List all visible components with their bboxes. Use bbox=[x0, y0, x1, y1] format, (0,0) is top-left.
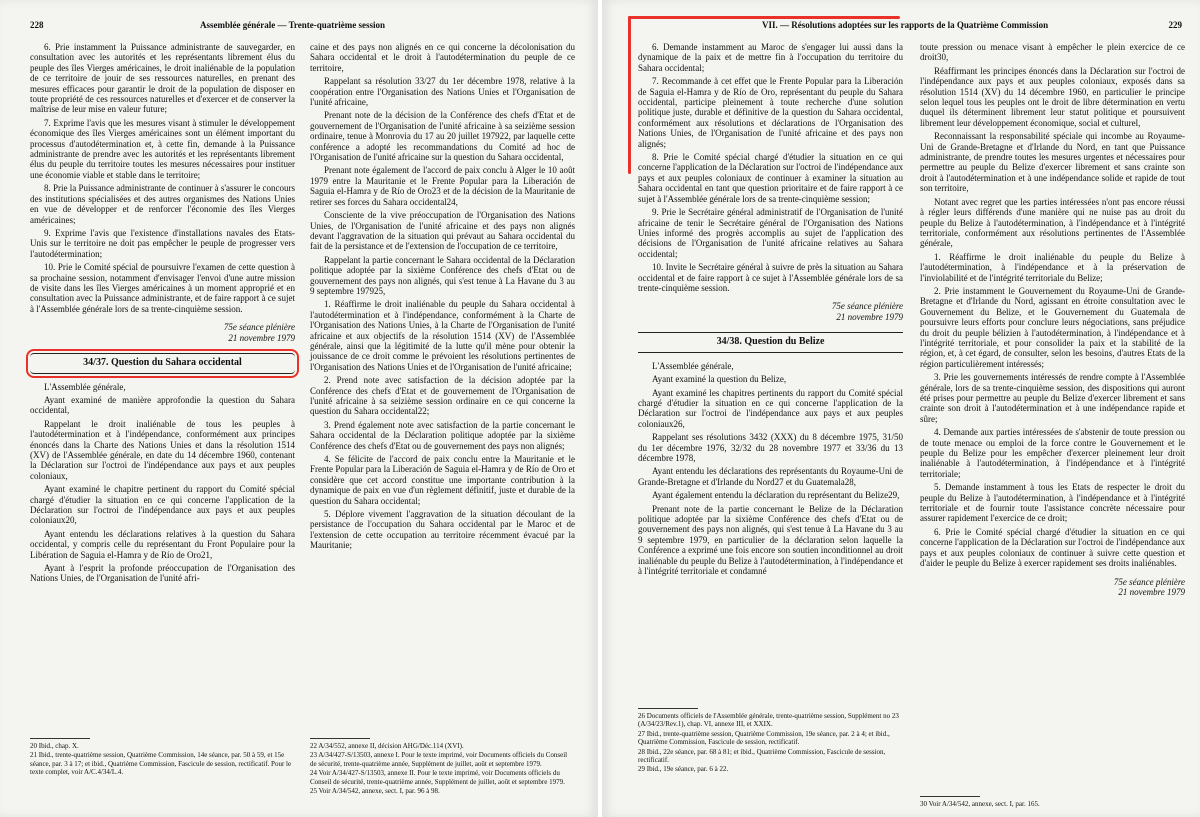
paragraph: 2. Prie instamment le Gouvernement du Royaume-Uni de Grande-Bretagne et d'Irlande du Nord, agissant en étroite consultation avec le Gouvernement du Belize, et le Gouvernement du Guatemala de poursuivre leurs efforts pour conclure leurs négociations, sans préjudice du droit du peuple bélizien à l'autodétermination, à l'indépendance et à l'intégrité territoriale, et pour consolider la paix et la stabilité de la région, et, à cet égard, de consulter, selon les besoins, d'autres Etats de la région particulièrement intéressés; bbox=[920, 285, 1185, 369]
footnote-rule bbox=[30, 738, 90, 739]
footnote-rule bbox=[310, 738, 370, 739]
paragraph: Rappelant le droit inaliénable de tous les peuples à l'autodétermination et à l'indépendance, conformément aux principes énoncés dans la Charte des Nations Unies et dans la résolution 1514 (XV) de l'Assemblée générale, en date du 14 décembre 1960, contenant la Déclaration sur l'octroi de l'indépendance aux pays et aux peuples coloniaux, bbox=[30, 418, 295, 481]
footnote: 30 Voir A/34/542, annexe, sect. I, par. 165. bbox=[920, 800, 1040, 808]
paragraph: 4. Se félicite de l'accord de paix conclu entre la Mauritanie et le Frente Popular para la Liberación de Saguia el-Hamra y de Río de Oro et considère que cet accord constitue une importante contribution à la dynamique de paix en vue d'un règlement définitif, juste et durable de la question du Sahara occidental; bbox=[310, 454, 575, 506]
right-column-2 bbox=[920, 42, 1185, 606]
page-number: 228 bbox=[30, 20, 44, 30]
signature-block bbox=[638, 301, 903, 322]
paragraph: 9. Prie le Secrétaire général administratif de l'Organisation de l'unité africaine de tenir le Secrétaire général de l'Organisation des Nations Unies informé des progrès accomplis au sujet de l'application des décisions de l'Organisation de l'unité africaine relatives au Sahara occidental; bbox=[638, 207, 903, 259]
paragraph: Rappelant la partie concernant le Sahara occidental de la Déclaration politique adoptée par la sixième Conférence des chefs d'Etat ou de gouvernement des pays non alignés, qui s'est tenue à La Havane du 3 au 9 septembre 197925, bbox=[310, 254, 575, 296]
footnote-rule bbox=[920, 796, 980, 797]
page-number: 229 bbox=[1168, 20, 1182, 30]
footnote: 24 Voir A/34/427-S/13503, annexe II. Pour le texte imprimé, voir Documents officiels du Conseil de sécurité, trente-quatrième année, Supplément de juillet, août et septembre 1979. bbox=[310, 769, 565, 786]
paragraph: 7. Recommande à cet effet que le Frente Popular para la Liberación de Saguia el-Hamra y de Río de Oro, représentant du peuple du Sahara occidental, participe pleinement à toute recherche d'une solution politique juste, durable et définitive de la question du Sahara occidental, conformément aux résolutions et déclarations de l'Organisation des Nations Unies, de l'Organisation de l'unité africaine et des pays non alignés; bbox=[638, 76, 903, 149]
signature-block bbox=[30, 322, 295, 343]
paragraph: 10. Prie le Comité spécial de poursuivre l'examen de cette question à sa prochaine session, notamment d'envisager l'envoi d'une autre mission de visite dans les îles Vierges américaines à un moment approprié et en consultation avec la Puissance administrante, et de faire rapport à ce sujet à l'Assemblée générale lors de sa trente-cinquième session. bbox=[30, 262, 295, 314]
paragraph: Reconnaissant la responsabilité spéciale qui incombe au Royaume-Uni de Grande-Bretagne et d'Irlande du Nord, en tant que Puissance administrante, de prendre toutes les mesures urgentes et nécessaires pour permettre au peuple du Belize d'exercer librement et sans crainte son droit à l'autodétermination et à une indépendance solide et rapide de tout son territoire, bbox=[920, 131, 1185, 194]
date-line: 21 novembre 1979 bbox=[836, 311, 903, 322]
paragraph: Ayant également entendu la déclaration du représentant du Belize29, bbox=[652, 490, 900, 501]
paragraph: 2. Prend note avec satisfaction de la décision adoptée par la Conférence des chefs d'Etat et de gouvernement de l'Organisation de l'unité africaine à sa seizième session ordinaire en ce qui concerne la question du Sahara occidental22; bbox=[310, 375, 575, 417]
paragraph: Consciente de la vive préoccupation de l'Organisation des Nations Unies, de l'Organisation de l'unité africaine et des pays non alignés devant l'aggravation de la situation qui prévaut au Sahara occidental du fait de la persistance et de l'extension de l'occupation de ce territoire, bbox=[310, 210, 575, 252]
running-title: VII. — Résolutions adoptées sur les rapports de la Quatrième Commission bbox=[762, 20, 1049, 30]
paragraph: Ayant examiné les chapitres pertinents du rapport du Comité spécial chargé d'étudier la situation en ce qui concerne l'application de la Déclaration sur l'octroi de l'indépendance aux pays et aux peuples coloniaux26, bbox=[638, 387, 903, 429]
resolution-title: 34/38. Question du Belize bbox=[638, 332, 903, 352]
paragraph: Ayant examiné la question du Belize, bbox=[652, 374, 787, 385]
footnote: 21 Ibid., trente-quatrième session, Quatrième Commission, 14e séance, par. 50 à 59, et 15e séance, par. 3 à 17; et ibid., Quatrième Commission, Fascicule de session, rectificatif. Pour le texte complet, voir A/C.4/34/L.4. bbox=[30, 751, 292, 777]
paragraph: 8. Prie la Puissance administrante de continuer à s'assurer le concours des institutions spécialisées et des autres organismes des Nations Unies en vue de développer et de renforcer l'économie des îles Vierges américaines; bbox=[30, 183, 295, 225]
paragraph: Notant avec regret que les parties intéressées n'ont pas encore réussi à régler leurs différends d'une manière qui ne nuise pas au droit du peuple du Belize à l'autodétermination, à l'indépendance et à l'intégrité territoriale, conformément aux résolutions pertinentes de l'Assemblée générale, bbox=[920, 196, 1185, 249]
footnote: 25 Voir A/34/542, annexe, sect. I, par. 96 à 98. bbox=[310, 787, 440, 796]
paragraph: 10. Invite le Secrétaire général à suivre de près la situation au Sahara occidental et de faire rapport à ce sujet à l'Assemblée générale lors de sa trente-cinquième session. bbox=[638, 262, 903, 293]
paragraph: Prenant note également de l'accord de paix conclu à Alger le 10 août 1979 entre la Mauritanie et le Frente Popular para la Liberación de Saguia el-Hamra y de Río de Oro23 et de la décision de la Mauritanie de retirer ses forces du Sahara occidental24, bbox=[310, 165, 575, 207]
paragraph: Ayant examiné de manière approfondie la question du Sahara occidental, bbox=[30, 394, 295, 416]
paragraph: 5. Demande instamment à tous les Etats de respecter le droit du peuple du Belize à l'autodétermination, à l'indépendance et à l'intégrité territoriale et de fournir toute l'assistance concrète nécessaire pour assurer rapidement l'exercice de ce droit; bbox=[920, 482, 1185, 524]
footnote: 29 Ibid., 19e séance, par. 6 à 22. bbox=[638, 765, 729, 774]
paragraph: 1. Réaffirme le droit inaliénable du peuple du Sahara occidental à l'autodétermination et à l'indépendance, conformément à la Charte de l'Organisation des Nations Unies, à la Charte de l'Organisation de l'unité africaine et aux objectifs de la résolution 1514 (XV) de l'Assemblée générale, ainsi que la légitimité de la lutte qu'il mène pour obtenir la jouissance de ce droit comme le prévoient les résolutions pertinentes de l'Organisation des Nations Unies et de l'Organisation de l'unité africaine; bbox=[310, 299, 575, 372]
paragraph: L'Assemblée générale, bbox=[44, 381, 126, 392]
resolution-title: 34/37. Question du Sahara occidental bbox=[30, 353, 295, 373]
footnote: 26 Documents officiels de l'Assemblée générale, trente-quatrième session, Supplément no 23 (A/34/23/Rev.1), chap. VI, annexe III, et XXIX. bbox=[638, 712, 899, 729]
paragraph: 6. Demande instamment au Maroc de s'engager lui aussi dans la dynamique de la paix et de mettre fin à l'occupation du territoire du Sahara occidental; bbox=[638, 42, 903, 73]
footnote: 27 Ibid., trente-quatrième session, Quatrième Commission, 19e séance, par. 2 à 4; et ibid., Quatrième Commission, Fascicule de session, rectificatif. bbox=[638, 729, 890, 747]
paragraph: Prenant note de la décision de la Conférence des chefs d'Etat et de gouvernement de l'Organisation de l'unité africaine à sa seizième session ordinaire, tenue à Monrovia du 17 au 20 juillet 197922, par laquelle cette conférence a adopté les recommandations du Comité ad hoc de l'Organisation de l'unité africaine sur la question du Sahara occidental, bbox=[310, 110, 575, 163]
paragraph: caine et des pays non alignés en ce qui concerne la décolonisation du Sahara occidental et le droit à l'autodétermination du peuple de ce territoire, bbox=[310, 42, 575, 73]
footnote-rule bbox=[638, 708, 698, 709]
signature-block bbox=[920, 577, 1185, 598]
paragraph: Prenant note de la partie concernant le Belize de la Déclaration politique adoptée par la sixième Conférence des chefs d'Etat ou de gouvernement des pays non alignés, qui s'est tenue à La Havane du 3 au 9 septembre 1979, en particulier de la déclaration selon laquelle la Conférence a exprimé une fois encore son soutien inconditionnel au droit inaliénable du peuple du Belize à l'autodétermination, à l'indépendance et à l'intégrité territoriale et condamné bbox=[638, 503, 903, 577]
footnotes bbox=[310, 738, 575, 796]
left-page bbox=[0, 0, 598, 817]
paragraph: L'Assemblée générale, bbox=[652, 360, 734, 371]
meeting-line: 75e séance plénière bbox=[1113, 576, 1185, 587]
paragraph: 6. Prie le Comité spécial chargé d'étudier la situation en ce qui concerne l'application de la Déclaration sur l'octroi de l'indépendance aux pays et aux peuples coloniaux de continuer à suivre cette question et d'aider le peuple du Belize à exercer rapidement ses droits inaliénables. bbox=[920, 526, 1185, 569]
page-header bbox=[0, 20, 598, 34]
paragraph: Réaffirmant les principes énoncés dans la Déclaration sur l'octroi de l'indépendance aux pays et aux peuples coloniaux, exposés dans sa résolution 1514 (XV) du 14 décembre 1960, en particulier le principe selon lequel tous les peuples ont le droit de libre détermination en vertu duquel ils déterminent librement leur statut politique et poursuivent librement leur développement économique, social et culturel, bbox=[920, 65, 1185, 128]
meeting-line: 75e séance plénière bbox=[831, 301, 903, 312]
paragraph: Rappelant sa résolution 33/27 du 1er décembre 1978, relative à la coopération entre l'Organisation des Nations Unies et l'Organisation de l'unité africaine, bbox=[310, 76, 575, 108]
date-line: 21 novembre 1979 bbox=[1118, 587, 1185, 597]
right-page bbox=[602, 0, 1200, 817]
paragraph: Ayant examiné le chapitre pertinent du rapport du Comité spécial chargé d'étudier la situation en ce qui concerne l'application de la Déclaration sur l'octroi de l'indépendance aux pays et aux peuples coloniaux20, bbox=[30, 484, 295, 526]
meeting-line: 75e séance plénière bbox=[223, 322, 295, 333]
paragraph: 3. Prie les gouvernements intéressés de rendre compte à l'Assemblée générale, lors de sa trente-cinquième session, des dispositions qui auront été prises pour permettre au peuple du Belize d'exercer librement et sans crainte son droit à l'autodétermination et à une indépendance rapide et sûre; bbox=[920, 372, 1185, 424]
footnotes bbox=[30, 738, 295, 778]
paragraph: 5. Déplore vivement l'aggravation de la situation découlant de la persistance de l'occupation du Sahara occidental par le Maroc et de l'extension de cette occupation au territoire récemment évacué par la Mauritanie; bbox=[310, 509, 575, 551]
paragraph: 6. Prie instamment la Puissance administrante de sauvegarder, en consultation avec les autorités et les représentants librement élus du peuple des îles Vierges américaines, le droit inaliénable de la population de ce territoire de jouir de ses ressources naturelles, en prenant des mesures efficaces pour garantir le droit de la population de disposer en toute propriété de ces ressources naturelles et d'exercer et de conserver la maîtrise de leur mise en valeur future; bbox=[30, 42, 295, 115]
footnotes bbox=[920, 796, 1185, 809]
paragraph: 4. Demande aux parties intéressées de s'abstenir de toute pression ou de toute menace ou emploi de la force contre le Gouvernement et le peuple du Belize pour les empêcher d'exercer pleinement leur droit inaliénable à l'autodétermination, à l'indépendance et à l'intégrité territoriale; bbox=[920, 427, 1185, 479]
footnote: 22 A/34/552, annexe II, décision AHG/Déc.114 (XVI). bbox=[310, 742, 464, 750]
left-column-2 bbox=[310, 42, 575, 554]
paragraph: 3. Prend également note avec satisfaction de la partie concernant le Sahara occidental de la Déclaration politique adoptée par la sixième Conférence des chefs d'Etat ou de gouvernement des pays non alignés; bbox=[310, 419, 575, 451]
left-column-1 bbox=[30, 42, 295, 587]
footnote: 28 Ibid., 22e séance, par. 68 à 81; et ibid., Quatrième Commission, Fascicule de session, rectificatif. bbox=[638, 747, 886, 765]
right-column-1 bbox=[638, 42, 903, 579]
paragraph: 7. Exprime l'avis que les mesures visant à stimuler le développement économique des îles Vierges américaines sont un élément important du processus d'autodétermination et, à cette fin, demande à la Puissance administrante de prendre avec les autorités et les représentants librement élus du peuple du territoire toutes les mesures nécessaires pour instituer une économie viable et stable dans le territoire; bbox=[30, 117, 295, 180]
paragraph: Rappelant ses résolutions 3432 (XXX) du 8 décembre 1975, 31/50 du 1er décembre 1976, 32/32 du 28 novembre 1977 et 33/36 du 13 décembre 1978, bbox=[638, 432, 903, 463]
date-line: 21 novembre 1979 bbox=[228, 332, 295, 343]
paragraph: 9. Exprime l'avis que l'existence d'installations navales des Etats-Unis sur le territoire ne doit pas empêcher le peuple de progresser vers l'autodétermination; bbox=[30, 227, 295, 259]
footnotes bbox=[638, 708, 903, 775]
footnote: 20 Ibid., chap. X. bbox=[30, 742, 79, 750]
page-header bbox=[602, 20, 1200, 34]
running-title: Assemblée générale — Trente-quatrième session bbox=[200, 20, 385, 30]
paragraph: 8. Prie le Comité spécial chargé d'étudier la situation en ce qui concerne l'application de la Déclaration sur l'octroi de l'indépendance aux pays et aux peuples coloniaux de continuer à examiner la situation au Sahara occidental en tant que question prioritaire et de faire rapport à ce sujet à l'Assemblée générale lors de sa trente-cinquième session; bbox=[638, 152, 903, 204]
paragraph: Ayant entendu les déclarations des représentants du Royaume-Uni de Grande-Bretagne et d'Irlande du Nord27 et du Guatemala28, bbox=[638, 466, 903, 487]
paragraph: 1. Réaffirme le droit inaliénable du peuple du Belize à l'autodétermination, à l'indépendance et à la préservation de l'inviolabilité et de l'intégrité territoriale du Belize; bbox=[920, 251, 1185, 283]
paragraph: toute pression ou menace visant à empêcher le plein exercice de ce droit30, bbox=[920, 42, 1185, 63]
paragraph: Ayant à l'esprit la profonde préoccupation de l'Organisation des Nations Unies, de l'Organisation de l'unité afri- bbox=[30, 563, 295, 584]
footnote: 23 A/34/427-S/13503, annexe I. Pour le texte imprimé, voir Documents officiels du Conseil de sécurité, trente-quatrième année, Supplément de juillet, août et septembre 1979. bbox=[310, 751, 568, 768]
paragraph: Ayant entendu les déclarations relatives à la question du Sahara occidental, y compris celle du représentant du Front Populaire pour la Libération de Saguia el-Hamra y de Río de Oro21, bbox=[30, 528, 295, 560]
